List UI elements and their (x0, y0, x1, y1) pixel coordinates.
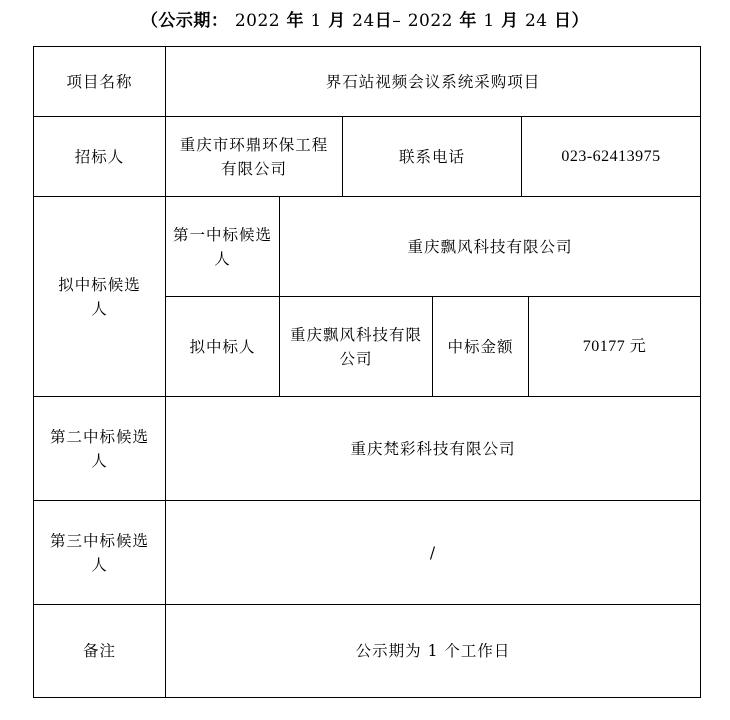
header-prefix: （公示期： (140, 11, 229, 31)
second-candidate-label: 第二中标候选人 (49, 427, 149, 470)
contact-phone-value: 023-62413975 (561, 147, 661, 165)
end-year: 2022 (407, 11, 453, 31)
start-day-unit: 日 (374, 11, 393, 31)
proposed-winner-label: 拟中标人 (189, 337, 256, 356)
bid-result-table (33, 46, 701, 698)
publicity-period-header (0, 6, 730, 31)
start-year: 2022 (234, 11, 281, 31)
end-year-unit: 年 (459, 11, 477, 31)
remarks-label: 备注 (82, 642, 116, 660)
start-day: 24 (352, 11, 375, 31)
remarks-value: 公示期为 1 个工作日 (355, 642, 511, 660)
start-month-unit: 月 (328, 11, 346, 31)
tenderer-value: 重庆市环鼎环保工程有限公司 (179, 135, 329, 178)
project-name-value: 界石站视频会议系统采购项目 (325, 72, 541, 91)
end-month-unit: 月 (501, 11, 519, 31)
project-name-label: 项目名称 (66, 72, 133, 91)
start-year-unit: 年 (286, 11, 305, 31)
bid-amount-value: 70177 元 (582, 337, 647, 355)
first-candidate-value: 重庆飘风科技有限公司 (407, 237, 573, 256)
header-suffix: ） (571, 11, 590, 31)
first-candidate-label: 第一中标候选人 (173, 225, 273, 268)
start-month: 1 (310, 11, 322, 31)
end-day-unit: 日 (554, 11, 572, 31)
second-candidate-value: 重庆梵彩科技有限公司 (350, 439, 516, 458)
third-candidate-label: 第三中标候选人 (49, 531, 149, 574)
third-candidate-value: / (429, 543, 437, 562)
tenderer-label: 招标人 (74, 147, 125, 166)
proposed-candidate-label: 拟中标候选人 (58, 275, 141, 318)
proposed-winner-value: 重庆飘风科技有限公司 (289, 325, 422, 368)
date-separator: – (392, 11, 402, 31)
end-month: 1 (483, 11, 495, 31)
bid-amount-label: 中标金额 (447, 337, 514, 356)
end-day: 24 (524, 11, 548, 31)
contact-phone-label: 联系电话 (398, 147, 465, 166)
